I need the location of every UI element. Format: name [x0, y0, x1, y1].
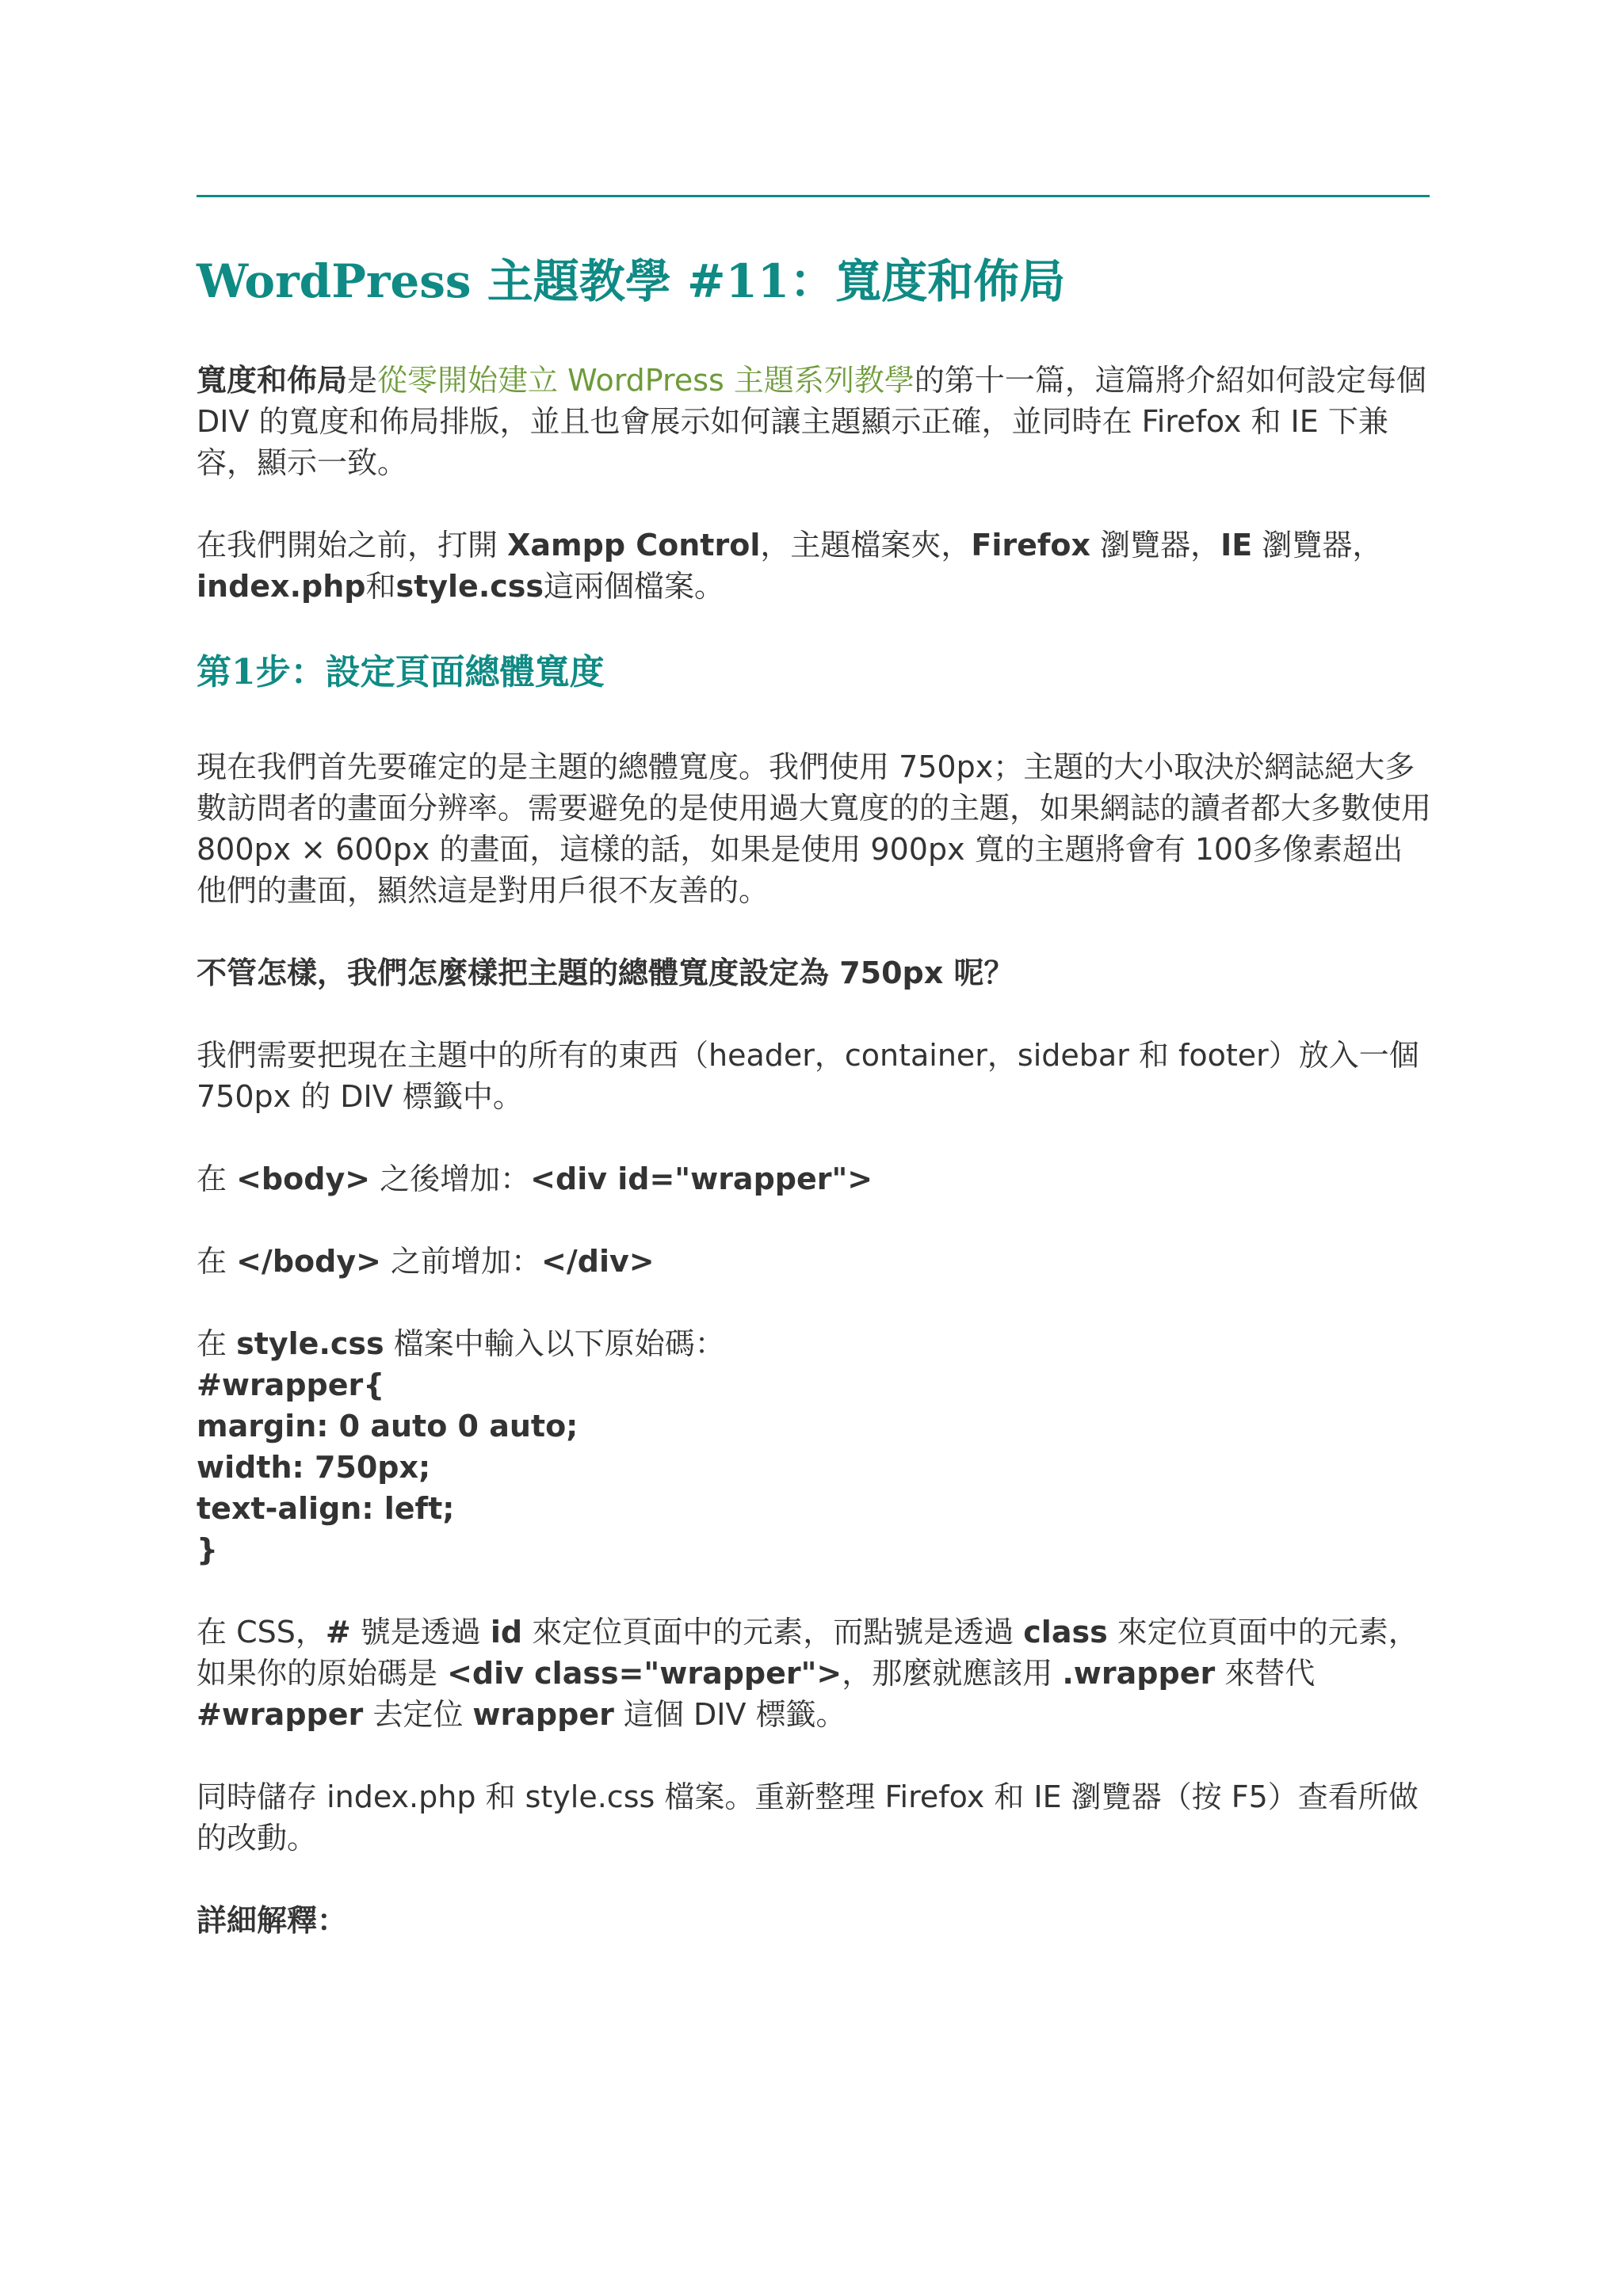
prep-paragraph [197, 524, 1433, 607]
prep-text-4: 瀏覽器， [1252, 528, 1383, 563]
selector-hash-wrapper: #wrapper [197, 1697, 364, 1732]
selector-text-8: 這個 DIV 標籤。 [613, 1697, 846, 1732]
before-body-instruction [197, 1241, 1433, 1282]
prep-bold-ie: IE [1220, 528, 1253, 563]
prep-text-1: 在我們開始之前，打開 [197, 528, 508, 563]
css-file-name: style.css [236, 1326, 384, 1361]
prep-text-5: 和 [365, 569, 396, 604]
page-title: WordPress 主題教學 #11：寬度和佈局 [197, 254, 1066, 308]
step1-heading: 第1步：設定頁面總體寬度 [197, 652, 605, 692]
prep-text-3: 瀏覽器， [1090, 528, 1221, 563]
selector-text-3: 來定位頁面中的元素，而點號是透過 [522, 1615, 1024, 1650]
selector-text-2: 號是透過 [350, 1615, 491, 1650]
prep-bold-index: index.php [197, 569, 366, 604]
code-line: } [197, 1532, 219, 1567]
selector-text-7: 去定位 [363, 1697, 473, 1732]
prep-text-6: 這兩個檔案。 [544, 569, 725, 604]
selector-text-6: 來替代 [1215, 1656, 1316, 1691]
before-body-text-2: 之前增加： [380, 1244, 542, 1279]
close-body-tag: </body> [236, 1244, 381, 1279]
selector-dot-wrapper: .wrapper [1062, 1656, 1216, 1691]
code-line: text-align: left; [197, 1491, 455, 1526]
width-paragraph: 現在我們首先要確定的是主題的總體寬度。我們使用 750px；主題的大小取決於網誌絕大多數訪問者的畫面分辨率。需要避免的是使用過大寬度的的主題，如果網誌的讀者都大多數使用 800px × 600px 的畫面，這樣的話，如果是使用 900px 寬的主題將會有 100多像素超出他們的畫面，顯然這是對用戶很不友善的。 [197, 749, 1432, 908]
prep-bold-xampp: Xampp Control [507, 528, 761, 563]
intro-text-b: 的第十一篇，這篇將介紹如何設定每個 DIV 的寬度和佈局排版，並且也會展示如何讓主題顯示正確，並同時在 Firefox 和 IE 下兼容，顯示一致。 [197, 363, 1426, 480]
selector-class: class [1023, 1615, 1108, 1650]
after-body-text-2: 之後增加： [370, 1161, 531, 1196]
css-text-2: 檔案中輸入以下原始碼： [384, 1326, 725, 1361]
selector-text-1: 在 CSS， [197, 1615, 326, 1650]
detail-label-paragraph [197, 1900, 1433, 1941]
intro-text-a: 是 [347, 363, 378, 398]
selector-div-class: <div class="wrapper"> [447, 1656, 842, 1691]
selector-id: id [490, 1615, 523, 1650]
question-paragraph [197, 952, 1433, 994]
wrap-paragraph: 我們需要把現在主題中的所有的東西（header，container，sidebar 和 footer）放入一個 750px 的 DIV 標籤中。 [197, 1038, 1419, 1114]
question-text: 不管怎樣，我們怎麼樣把主題的總體寬度設定為 750px 呢？ [197, 955, 1014, 990]
before-body-text-1: 在 [197, 1244, 237, 1279]
prep-text-2: ，主題檔案夾， [760, 528, 972, 563]
selector-text-5: ，那麼就應該用 [842, 1656, 1063, 1691]
code-line: width: 750px; [197, 1450, 431, 1485]
intro-paragraph [197, 360, 1433, 483]
top-divider [197, 195, 1430, 197]
css-instruction [197, 1323, 1433, 1570]
css-text-1: 在 [197, 1326, 237, 1361]
selector-hash: # [325, 1615, 351, 1650]
series-link[interactable]: 從零開始建立 WordPress 主題系列教學 [377, 363, 915, 398]
wrapper-open-tag: <div id="wrapper"> [530, 1161, 873, 1196]
save-paragraph: 同時儲存 index.php 和 style.css 檔案。重新整理 Firefox 和 IE 瀏覽器（按 F5）查看所做的改動。 [197, 1779, 1419, 1855]
after-body-tag: <body> [236, 1161, 371, 1196]
prep-bold-firefox: Firefox [971, 528, 1091, 563]
after-body-instruction [197, 1158, 1433, 1199]
selector-text-4: 來定位頁面中的元素，如果你的原始碼是 [197, 1615, 1419, 1691]
selector-paragraph [197, 1611, 1433, 1735]
wrapper-close-tag: </div> [541, 1244, 655, 1279]
article-body [197, 246, 1433, 1941]
detail-label: 詳細解釋： [197, 1903, 348, 1938]
after-body-text-1: 在 [197, 1161, 237, 1196]
prep-bold-style: style.css [395, 569, 544, 604]
code-line: #wrapper{ [197, 1367, 385, 1402]
intro-bold-lead: 寬度和佈局 [197, 363, 348, 398]
code-line: margin: 0 auto 0 auto; [197, 1409, 579, 1444]
selector-wrapper-word: wrapper [472, 1697, 614, 1732]
